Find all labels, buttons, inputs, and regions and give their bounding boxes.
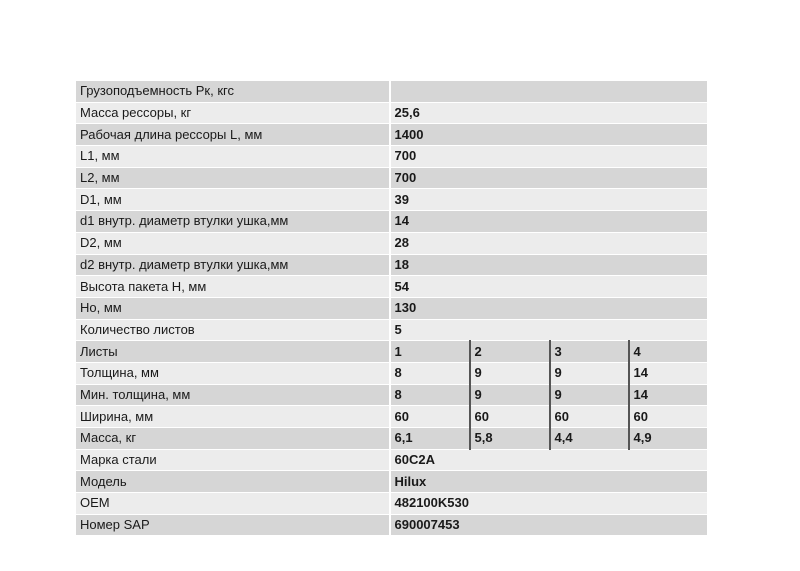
leaf-cell: 5,8 [470, 428, 550, 450]
row-label: Ширина, мм [76, 406, 390, 428]
row-label: Толщина, мм [76, 362, 390, 384]
row-label: Модель [76, 471, 390, 493]
leaf-cell: 14 [629, 384, 708, 406]
row-label: D1, мм [76, 189, 390, 211]
row-label: Рабочая длина рессоры L, мм [76, 124, 390, 146]
row-value: 700 [390, 167, 708, 189]
row-value: Hilux [390, 471, 708, 493]
row-value: 14 [390, 211, 708, 233]
row-label: Номер SAP [76, 514, 390, 536]
spec-row-steel-grade [76, 449, 708, 471]
leaf-cell: 60 [629, 406, 708, 428]
row-label: Высота пакета Н, мм [76, 276, 390, 298]
row-label: OEM [76, 493, 390, 515]
spring-spec-table [75, 80, 708, 536]
row-label: Масса рессоры, кг [76, 102, 390, 124]
leaf-row-thickness [76, 362, 708, 384]
leaf-cell: 4 [629, 341, 708, 363]
spec-row-model [76, 471, 708, 493]
spec-row-d2-inner [76, 254, 708, 276]
leaf-cell: 2 [470, 341, 550, 363]
row-value: 482100K530 [390, 493, 708, 515]
row-label: d2 внутр. диаметр втулки ушка,мм [76, 254, 390, 276]
spec-row-h0 [76, 297, 708, 319]
spec-row-d1 [76, 189, 708, 211]
leaf-cell: 9 [470, 362, 550, 384]
spec-row-l1 [76, 146, 708, 168]
row-label: Грузоподъемность Рк, кгс [76, 81, 390, 103]
row-label: Марка стали [76, 449, 390, 471]
row-label: L1, мм [76, 146, 390, 168]
leaf-row-min-thickness [76, 384, 708, 406]
row-value: 60С2А [390, 449, 708, 471]
spec-row-working-length [76, 124, 708, 146]
row-label: Листы [76, 341, 390, 363]
leaf-cell: 9 [470, 384, 550, 406]
spec-row-spring-mass [76, 102, 708, 124]
row-value: 5 [390, 319, 708, 341]
spec-row-d2 [76, 232, 708, 254]
row-value: 130 [390, 297, 708, 319]
spec-row-load-capacity [76, 81, 708, 103]
spec-row-leaf-count [76, 319, 708, 341]
leaf-cell: 8 [390, 384, 470, 406]
leaf-cell: 8 [390, 362, 470, 384]
spec-row-d1-inner [76, 211, 708, 233]
leaf-cell: 4,4 [550, 428, 629, 450]
row-label: L2, мм [76, 167, 390, 189]
row-label: Но, мм [76, 297, 390, 319]
spec-row-sap-number [76, 514, 708, 536]
row-value: 54 [390, 276, 708, 298]
leaf-cell: 3 [550, 341, 629, 363]
row-label: Количество листов [76, 319, 390, 341]
row-label: Масса, кг [76, 428, 390, 450]
leaf-cell: 9 [550, 362, 629, 384]
spec-row-l2 [76, 167, 708, 189]
leaf-cell: 60 [470, 406, 550, 428]
row-value: 690007453 [390, 514, 708, 536]
leaf-cell: 14 [629, 362, 708, 384]
row-value: 700 [390, 146, 708, 168]
row-label: Мин. толщина, мм [76, 384, 390, 406]
leaf-cell: 60 [550, 406, 629, 428]
leaf-row-mass [76, 428, 708, 450]
spec-row-oem [76, 493, 708, 515]
leaf-cell: 6,1 [390, 428, 470, 450]
leaf-cell: 4,9 [629, 428, 708, 450]
row-value: 18 [390, 254, 708, 276]
row-value: 25,6 [390, 102, 708, 124]
row-value [390, 81, 708, 103]
row-label: D2, мм [76, 232, 390, 254]
leaf-row-width [76, 406, 708, 428]
leaf-cell: 60 [390, 406, 470, 428]
row-label: d1 внутр. диаметр втулки ушка,мм [76, 211, 390, 233]
leaf-cell: 1 [390, 341, 470, 363]
spec-row-pack-height [76, 276, 708, 298]
leaf-cell: 9 [550, 384, 629, 406]
row-value: 39 [390, 189, 708, 211]
row-value: 1400 [390, 124, 708, 146]
leaf-row-leaves [76, 341, 708, 363]
row-value: 28 [390, 232, 708, 254]
